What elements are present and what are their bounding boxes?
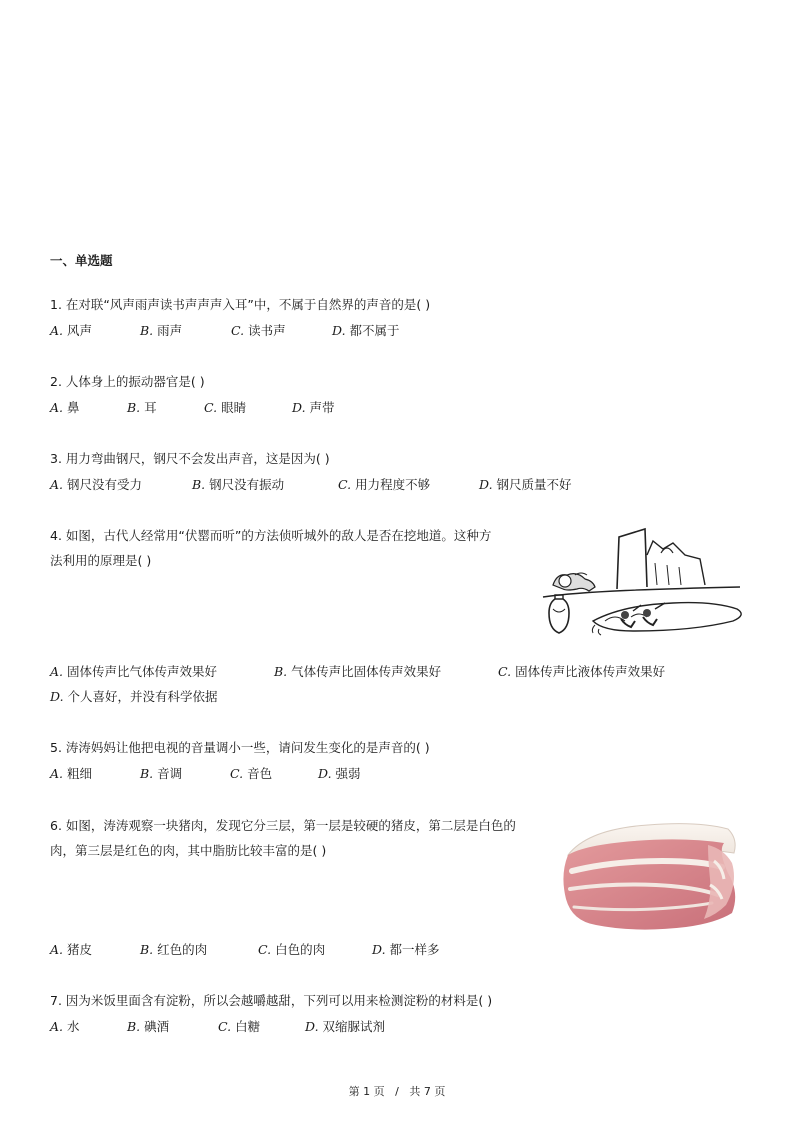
option-text: 固体传声比液体传声效果好 — [515, 664, 666, 679]
option-text: 气体传声比固体传声效果好 — [291, 664, 442, 679]
option-letter: D. — [332, 323, 346, 338]
q5-option-b[interactable] — [140, 766, 182, 782]
q5-option-c[interactable] — [230, 766, 272, 782]
option-text: 强弱 — [335, 766, 361, 781]
option-letter: B. — [274, 664, 288, 679]
q3-option-a[interactable] — [50, 477, 142, 493]
option-letter: D. — [50, 689, 64, 704]
question-2-text: 2. 人体身上的振动器官是( ) — [50, 374, 205, 389]
option-letter: C. — [338, 477, 352, 492]
q3-option-b[interactable] — [192, 477, 284, 493]
question-6-text-line-1: 6. 如图，涛涛观察一块猪肉，发现它分三层，第一层是较硬的猪皮，第二层是白色的 — [50, 818, 516, 833]
option-text: 钢尺没有振动 — [209, 477, 285, 492]
option-letter: B. — [127, 400, 141, 415]
option-letter: C. — [258, 942, 272, 957]
option-text: 钢尺质量不好 — [496, 477, 572, 492]
option-text: 风声 — [67, 323, 93, 338]
question-4-text-line-2: 法利用的原理是( ) — [50, 553, 152, 568]
option-text: 鼻 — [67, 400, 80, 415]
q4-option-a[interactable] — [50, 664, 217, 680]
option-text: 白糖 — [235, 1019, 261, 1034]
q2-option-a[interactable] — [50, 400, 80, 416]
option-text: 用力程度不够 — [355, 477, 431, 492]
pork-belly-image — [558, 815, 742, 933]
option-letter: C. — [204, 400, 218, 415]
option-letter: A. — [50, 766, 64, 781]
q1-option-b[interactable] — [140, 323, 182, 339]
question-7-text: 7. 因为米饭里面含有淀粉，所以会越嚼越甜，下列可以用来检测淀粉的材料是( ) — [50, 993, 493, 1008]
option-text: 读书声 — [248, 323, 286, 338]
option-text: 白色的肉 — [275, 942, 326, 957]
q6-option-d[interactable] — [372, 942, 440, 958]
option-letter: A. — [50, 942, 64, 957]
option-letter: B. — [140, 323, 154, 338]
q7-option-a[interactable] — [50, 1019, 80, 1035]
q7-option-c[interactable] — [218, 1019, 260, 1035]
option-text: 粗细 — [67, 766, 93, 781]
option-text: 猪皮 — [67, 942, 93, 957]
question-1-text: 1. 在对联“风声雨声读书声声声入耳”中，不属于自然界的声音的是( ) — [50, 297, 431, 312]
option-letter: A. — [50, 477, 64, 492]
option-text: 个人喜好，并没有科学依据 — [67, 689, 218, 704]
q4-option-b[interactable] — [274, 664, 441, 680]
q2-option-b[interactable] — [127, 400, 157, 416]
option-text: 双缩脲试剂 — [322, 1019, 386, 1034]
option-text: 红色的肉 — [157, 942, 208, 957]
q6-option-c[interactable] — [258, 942, 325, 958]
option-text: 固体传声比气体传声效果好 — [67, 664, 218, 679]
option-text: 眼睛 — [221, 400, 247, 415]
question-4-text-line-1: 4. 如图，古代人经常用“伏罂而听”的方法侦听城外的敌人是否在挖地道。这种方 — [50, 528, 492, 543]
q3-option-d[interactable] — [479, 477, 572, 493]
q5-option-d[interactable] — [318, 766, 361, 782]
option-letter: B. — [192, 477, 206, 492]
option-text: 碘酒 — [144, 1019, 170, 1034]
question-3-text: 3. 用力弯曲钢尺，钢尺不会发出声音，这是因为( ) — [50, 451, 330, 466]
option-letter: D. — [479, 477, 493, 492]
option-letter: C. — [218, 1019, 232, 1034]
q6-option-b[interactable] — [140, 942, 207, 958]
option-text: 音色 — [247, 766, 273, 781]
q1-option-d[interactable] — [332, 323, 400, 339]
option-text: 雨声 — [157, 323, 183, 338]
q3-option-c[interactable] — [338, 477, 430, 493]
option-text: 都不属于 — [349, 323, 400, 338]
page-indicator: 第 1 页 / 共 7 页 — [348, 1085, 446, 1098]
q1-option-a[interactable] — [50, 323, 92, 339]
q7-option-b[interactable] — [127, 1019, 169, 1035]
q6-option-a[interactable] — [50, 942, 92, 958]
option-text: 音调 — [157, 766, 183, 781]
option-letter: D. — [305, 1019, 319, 1034]
option-letter: B. — [127, 1019, 141, 1034]
option-letter: A. — [50, 400, 64, 415]
option-text: 耳 — [144, 400, 157, 415]
option-letter: A. — [50, 1019, 64, 1034]
option-letter: D. — [318, 766, 332, 781]
option-letter: D. — [372, 942, 386, 957]
listening-jar-illustration — [535, 525, 745, 640]
option-text: 都一样多 — [389, 942, 440, 957]
section-title: 一、单选题 — [50, 253, 113, 268]
q2-option-d[interactable] — [292, 400, 335, 416]
option-letter: A. — [50, 323, 64, 338]
option-letter: D. — [292, 400, 306, 415]
q4-option-d[interactable] — [50, 689, 218, 705]
question-5-text: 5. 涛涛妈妈让他把电视的音量调小一些，请问发生变化的是声音的( ) — [50, 740, 430, 755]
option-letter: C. — [231, 323, 245, 338]
option-letter: B. — [140, 942, 154, 957]
option-letter: A. — [50, 664, 64, 679]
option-text: 钢尺没有受力 — [67, 477, 143, 492]
q1-option-c[interactable] — [231, 323, 286, 339]
q5-option-a[interactable] — [50, 766, 92, 782]
option-text: 水 — [67, 1019, 80, 1034]
option-letter: B. — [140, 766, 154, 781]
option-text: 声带 — [309, 400, 335, 415]
q2-option-c[interactable] — [204, 400, 246, 416]
option-letter: C. — [498, 664, 512, 679]
option-letter: C. — [230, 766, 244, 781]
question-6-text-line-2: 肉，第三层是红色的肉，其中脂肪比较丰富的是( ) — [50, 843, 327, 858]
q4-option-c[interactable] — [498, 664, 665, 680]
q7-option-d[interactable] — [305, 1019, 385, 1035]
